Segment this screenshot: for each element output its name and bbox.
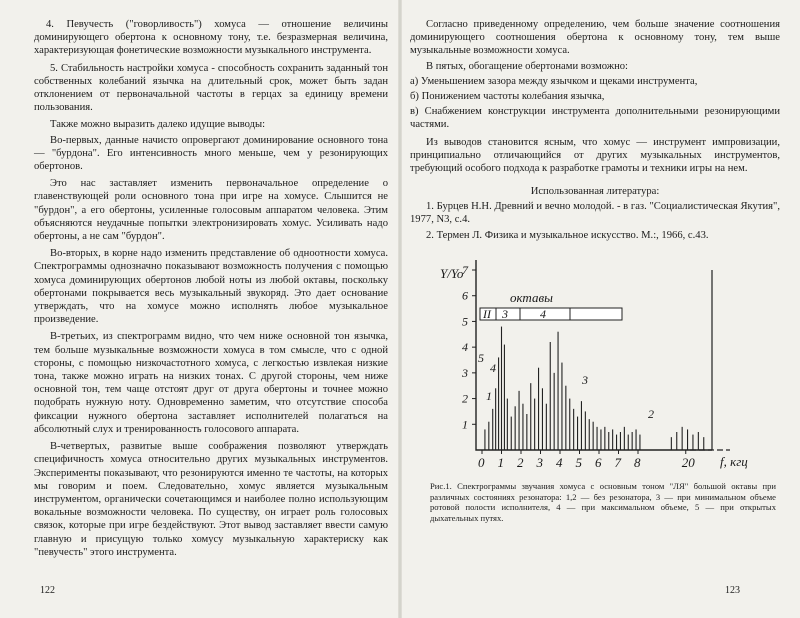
y-axis-label: Y/Yo xyxy=(440,265,464,281)
paragraph: Во-вторых, в корне надо изменить представление об одноотности хомуса. Спектрограммы однозначно показывают возможность получения с помощью хомуса доминирующих обертонов любой ноты из любой октавы, поскольку обертонами покрывается весь музыкальный звукоряд. Это дает основание утверждать, что на хомусе можно исполнять любое музыкальное произведение. xyxy=(34,248,388,326)
curve-label: 1 xyxy=(486,388,492,403)
x-tick-label: 1 xyxy=(497,454,504,470)
y-tick-label: 3 xyxy=(462,365,468,380)
spectrogram-chart xyxy=(430,250,770,475)
paragraph: Из выводов становится ясным, что хомус — инструмент импровизации, принципиально отличающийся от других музыкальных инструментов, требующий особого подхода к разработке грамоты и техники игры на нем. xyxy=(410,136,780,175)
paragraph: 5. Стабильность настройки хомуса - способность сохранить заданный тон собственных колебаний язычка на длительный срок, может быть задан отклонением от первоначальной частоты в герцах за единицу времени пользования. xyxy=(34,62,388,114)
octave-box-label: 3 xyxy=(502,306,508,321)
y-tick-label: 1 xyxy=(462,417,468,432)
x-tick-label: 8 xyxy=(634,454,641,470)
x-tick-label: 0 xyxy=(478,454,485,470)
y-tick-label: 4 xyxy=(462,339,468,354)
paragraph: 4. Певучесть ("говорливость") хомуса — отношение величины доминирующего обертона к основному тону, т.е. безразмерная величина, характеризующая фонетические возможности музыкального инструмента. xyxy=(34,19,388,57)
paragraph: Это нас заставляет изменить первоначальное определение о главенствующей роли основного тона при игре на хомусе. Слышится не "бурдон", а его обертоны, усиленные голосовым аппаратом человека. Этим объясняются неудачные попытки электронизировать хомус. Усиливать надо обертоны, а не сам "бурдон". xyxy=(34,178,388,243)
paragraph: Также можно выразить далеко идущие выводы: xyxy=(50,119,266,131)
x-tick-label: 7 xyxy=(614,454,621,470)
y-tick-label: 5 xyxy=(462,314,468,329)
right-page xyxy=(400,0,800,618)
x-tick-label: 5 xyxy=(575,454,582,470)
paragraph: В пятых, обогащение обертонами возможно: xyxy=(426,60,628,72)
octave-box xyxy=(570,308,622,320)
x-tick-label: 4 xyxy=(556,454,563,470)
x-ticks xyxy=(478,450,695,470)
paragraph: Согласно приведенному определению, чем больше значение соотношения доминирующего соотношения обертона к основному тону, тем выше музыкальные возможности хомуса. xyxy=(410,19,780,57)
spectrum-bars xyxy=(485,326,704,449)
octave-box-label: 4 xyxy=(540,306,546,321)
figure-caption: Рис.1. Спектрограммы звучания хомуса с основным тоном "ЛЯ" большой октавы при различных состояниях резонатора: 1,2 — без резонатора, 3 — при минимальном объеме ротовой полости исполнителя, 4 — при максимальном объеме, 5 — при открытых дыхательных путях. xyxy=(430,480,776,524)
octave-box xyxy=(496,308,520,320)
y-tick-label: 6 xyxy=(462,288,468,303)
spectrogram-figure xyxy=(430,250,800,475)
list-item: а) Уменьшением зазора между язычком и щеками инструмента, xyxy=(410,75,698,87)
x-tick-label: 6 xyxy=(595,454,602,470)
curve-label: 5 xyxy=(478,350,484,365)
reference-item: 1. Бурцев Н.Н. Древний и вечно молодой. - в газ. "Социалистическая Якутия", 1977, N3, с.4. xyxy=(410,201,780,226)
references-title: Использованная литература: xyxy=(530,186,660,198)
curve-label: 2 xyxy=(648,406,654,421)
paragraph: В-третьих, из спектрограмм видно, что чем ниже основной тон язычка, тем больше музыкальные возможности хомуса в том смысле, что с одной стороны, с помощью низкочастотного хомуса, с легкостью извлекая низкие тона, также можно играть на низких тонах. С другой стороны, чем ниже основной тон, тем чаще отстоят друг от друга обертоны и точнее можно подобрать нужную ноту. Одновременно заметим, что отсутствие способа фиксации нужного обертона заставляет исполнителей полагаться на абсолютный слух и тренированность голосового аппарата. xyxy=(34,331,388,435)
paragraph: Во-первых, данные начисто опровергают доминирование основного тона — "бурдона". Его интенсивность много меньше, чем у резонирующих обертонов. xyxy=(34,134,388,173)
y-tick-label: 2 xyxy=(462,391,468,406)
paragraph: В-четвертых, развитые выше соображения позволяют утверждать специфичность хомуса относительно других музыкальных инструментов. Эксперименты показывают, что резонируются именно те частоты, на которых мы говорим и поем. Следовательно, хомус является музыкальным инструментом, органически сочетающимся и наиболее полно использующим вокальные возможности человека. По существу, он играет роль голосовых связок, которые при игре бездействуют. Этот вывод заставляет ввести самую главную и присущую только хомусу музыкальную характериску как "певучесть" этого инструмента. xyxy=(34,441,388,558)
list-item: в) Снабжением конструкции инструмента дополнительными резонирующими частями. xyxy=(410,106,780,131)
x-tick-label: 20 xyxy=(681,454,695,470)
x-axis-label: f, кгц xyxy=(720,453,748,469)
page-number: 123 xyxy=(725,585,740,596)
x-tick-label: 2 xyxy=(517,454,524,470)
x-tick-label: 3 xyxy=(536,454,543,470)
octaves-label: октавы xyxy=(510,289,553,305)
curve-label: 4 xyxy=(490,360,496,375)
list-item: б) Понижением частоты колебания язычка, xyxy=(410,91,605,103)
reference-item: 2. Термен Л. Физика и музыкальное искусство. М.:, 1966, с.43. xyxy=(426,229,709,241)
y-ticks xyxy=(461,263,476,431)
curve-label: 3 xyxy=(582,372,588,387)
page-number: 122 xyxy=(40,585,55,596)
y-tick-label: 7 xyxy=(462,262,468,277)
octave-box-label: II xyxy=(483,306,491,321)
